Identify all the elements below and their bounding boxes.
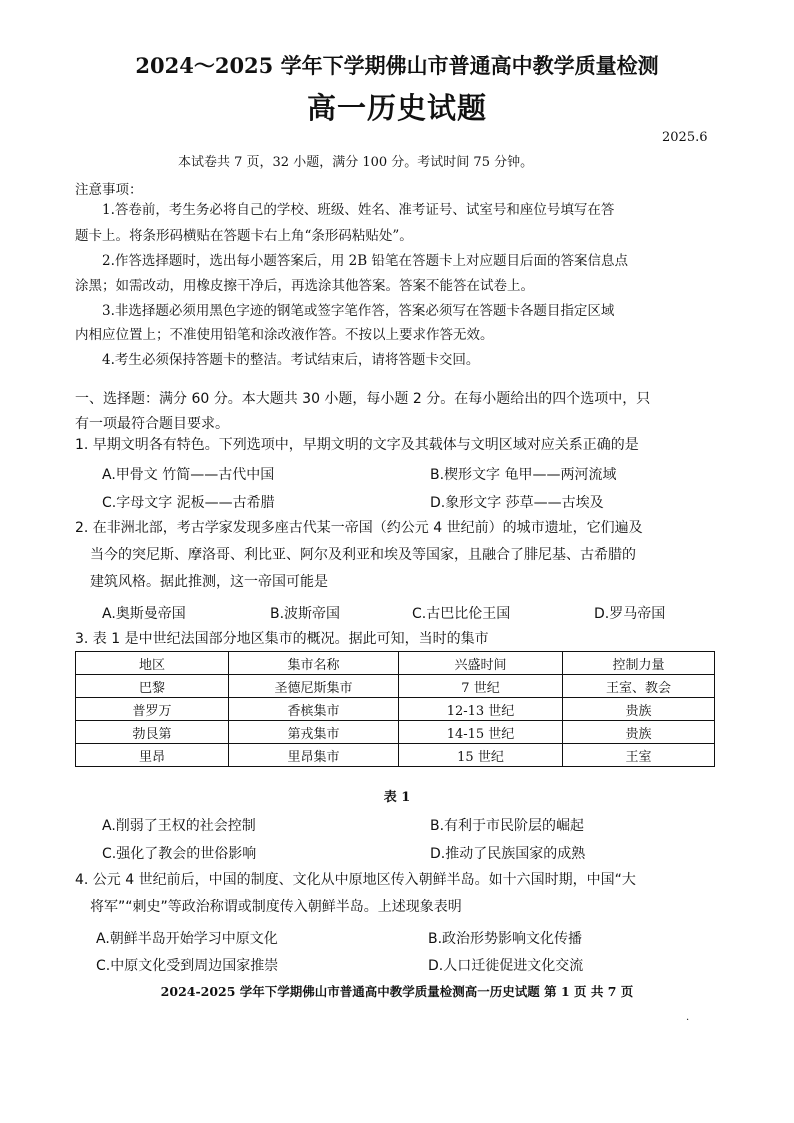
page-footer: 2024-2025 学年下学期佛山市普通高中教学质量检测高一历史试题 第 1 页 共 7 页 bbox=[160, 984, 634, 999]
note-3-line-2: 内相应位置上；不准使用铅笔和涂改液作答。不按以上要求作答无效。 bbox=[75, 327, 494, 343]
note-1-line-1: 1.答卷前，考生务必将自己的学校、班级、姓名、准考证号、试室号和座位号填写在答 bbox=[102, 202, 615, 218]
q3-option-d: D.推动了民族国家的成熟 bbox=[430, 846, 586, 862]
note-1-line-2: 题卡上。将条形码横贴在答题卡右上角“条形码粘贴处”。 bbox=[75, 228, 413, 244]
q4-option-b: B.政治形势影响文化传播 bbox=[428, 931, 583, 947]
q2-option-d: D.罗马帝国 bbox=[594, 606, 666, 622]
note-4: 4.考生必须保持答题卡的整洁。考试结束后，请将答题卡交回。 bbox=[102, 352, 480, 368]
question-4-line-2: 将军”“刺史”等政治称谓或制度传入朝鲜半岛。上述现象表明 bbox=[90, 899, 462, 915]
q1-option-a: A.甲骨文 竹简——古代中国 bbox=[102, 467, 275, 483]
q4-option-c: C.中原文化受到周边国家推崇 bbox=[96, 958, 279, 974]
note-2-line-1: 2.作答选择题时，选出每小题答案后，用 2B 铅笔在答题卡上对应题目后面的答案信息点 bbox=[102, 253, 628, 269]
q1-option-c: C.字母文字 泥板——古希腊 bbox=[102, 495, 275, 511]
table-cell: 里昂 bbox=[76, 744, 229, 767]
table-cell: 圣德尼斯集市 bbox=[229, 675, 399, 698]
question-2-line-3: 建筑风格。据此推测，这一帝国可能是 bbox=[90, 574, 328, 590]
table-cell: 第戎集市 bbox=[229, 721, 399, 744]
table-cell: 普罗万 bbox=[76, 698, 229, 721]
question-4-line-1: 4. 公元 4 世纪前后，中国的制度、文化从中原地区传入朝鲜半岛。如十六国时期，中国“大 bbox=[75, 872, 636, 888]
question-3-stem: 3. 表 1 是中世纪法国部分地区集市的概况。据此可知，当时的集市 bbox=[75, 631, 489, 647]
table-cell: 王室、教会 bbox=[563, 675, 715, 698]
q1-option-b: B.楔形文字 龟甲——两河流域 bbox=[430, 467, 617, 483]
table-cell: 勃艮第 bbox=[76, 721, 229, 744]
note-2-line-2: 涂黑；如需改动，用橡皮擦干净后，再选涂其他答案。答案不能答在试卷上。 bbox=[75, 278, 534, 294]
table-header-cell: 集市名称 bbox=[229, 652, 399, 675]
table-row bbox=[76, 698, 715, 721]
table-cell: 香槟集市 bbox=[229, 698, 399, 721]
q2-option-b: B.波斯帝国 bbox=[270, 606, 341, 622]
table-cell: 12-13 世纪 bbox=[399, 698, 563, 721]
exam-title: 2024～2025 学年下学期佛山市普通高中教学质量检测 bbox=[135, 53, 659, 78]
q3-option-b: B.有利于市民阶层的崛起 bbox=[430, 818, 585, 834]
table-cell: 15 世纪 bbox=[399, 744, 563, 767]
table-cell: 7 世纪 bbox=[399, 675, 563, 698]
market-table bbox=[75, 651, 715, 767]
table-header-row bbox=[76, 652, 715, 675]
footer-dot: . bbox=[686, 1012, 690, 1023]
table-cell: 里昂集市 bbox=[229, 744, 399, 767]
q3-option-a: A.削弱了王权的社会控制 bbox=[102, 818, 256, 834]
table-cell: 贵族 bbox=[563, 721, 715, 744]
question-1-stem: 1. 早期文明各有特色。下列选项中，早期文明的文字及其载体与文明区域对应关系正确的是 bbox=[75, 437, 639, 453]
note-3-line-1: 3.非选择题必须用黑色字迹的钢笔或签字笔作答，答案必须写在答题卡各题目指定区域 bbox=[102, 303, 615, 319]
q2-option-a: A.奥斯曼帝国 bbox=[102, 606, 186, 622]
table-cell: 王室 bbox=[563, 744, 715, 767]
exam-subtitle: 高一历史试题 bbox=[306, 91, 487, 125]
table-cell: 巴黎 bbox=[76, 675, 229, 698]
q2-option-c: C.古巴比伦王国 bbox=[412, 606, 511, 622]
notes-heading: 注意事项： bbox=[75, 182, 143, 198]
table-row bbox=[76, 744, 715, 767]
q4-option-a: A.朝鲜半岛开始学习中原文化 bbox=[96, 931, 278, 947]
exam-date: 2025.6 bbox=[662, 130, 708, 145]
table-cell: 贵族 bbox=[563, 698, 715, 721]
question-2-line-1: 2. 在非洲北部，考古学家发现多座古代某一帝国（约公元 4 世纪前）的城市遗址，它们遍及 bbox=[75, 520, 643, 536]
section-instruction-line-2: 有一项最符合题目要求。 bbox=[75, 416, 229, 432]
table-row bbox=[76, 721, 715, 744]
table-caption: 表 1 bbox=[383, 790, 411, 805]
q1-option-d: D.象形文字 莎草——古埃及 bbox=[430, 495, 604, 511]
table-header-cell: 地区 bbox=[76, 652, 229, 675]
table-row bbox=[76, 675, 715, 698]
table-header-cell: 兴盛时间 bbox=[399, 652, 563, 675]
q4-option-d: D.人口迁徙促进文化交流 bbox=[428, 958, 584, 974]
table-header-cell: 控制力量 bbox=[563, 652, 715, 675]
exam-info: 本试卷共 7 页，32 小题，满分 100 分。考试时间 75 分钟。 bbox=[178, 155, 534, 170]
table-cell: 14-15 世纪 bbox=[399, 721, 563, 744]
q3-option-c: C.强化了教会的世俗影响 bbox=[102, 846, 257, 862]
question-2-line-2: 当今的突尼斯、摩洛哥、利比亚、阿尔及利亚和埃及等国家，且融合了腓尼基、古希腊的 bbox=[90, 547, 636, 563]
section-instruction-line-1: 一、选择题：满分 60 分。本大题共 30 小题，每小题 2 分。在每小题给出的四个选项中，只 bbox=[75, 391, 651, 407]
